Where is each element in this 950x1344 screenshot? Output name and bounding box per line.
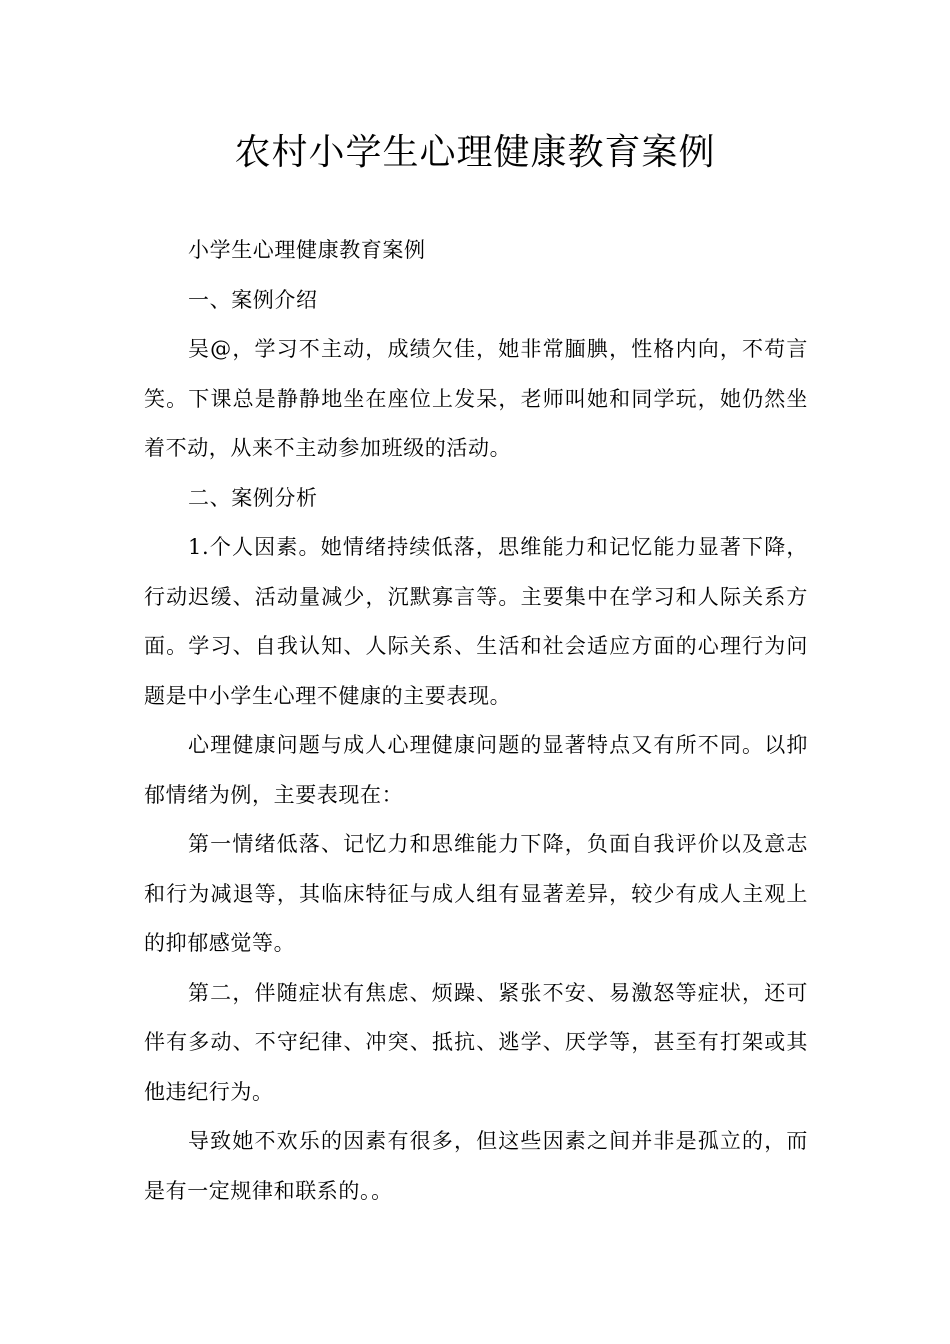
section-heading-introduction: 一、案例介绍 <box>188 287 318 312</box>
paragraph-subtitle: 小学生心理健康教育案例 <box>188 238 426 262</box>
paragraph-second-point: 第二，伴随症状有焦虑、烦躁、紧张不安、易激怒等症状，还可伴有多动、不守纪律、冲突、抵抗、逃学、厌学等，甚至有打架或其他违纪行为。 <box>144 980 808 1104</box>
paragraph-case-description: 吴@，学习不主动，成绩欠佳，她非常腼腆，性格内向，不苟言笑。下课总是静静地坐在座位上发呆，老师叫她和同学玩，她仍然坐着不动，从来不主动参加班级的活动。 <box>144 337 808 460</box>
paragraph-comparison: 心理健康问题与成人心理健康问题的显著特点又有所不同。以抑郁情绪为例，主要表现在： <box>144 733 808 807</box>
section-heading-analysis: 二、案例分析 <box>188 485 318 510</box>
paragraph-conclusion: 导致她不欢乐的因素有很多，但这些因素之间并非是孤立的，而是有一定规律和联系的。。 <box>144 1129 808 1203</box>
document-body <box>144 226 808 1216</box>
paragraph-first-point: 第一情绪低落、记忆力和思维能力下降，负面自我评价以及意志和行为减退等，其临床特征与成人组有显著差异，较少有成人主观上的抑郁感觉等。 <box>144 832 808 955</box>
paragraph-personal-factors: 1.个人因素。她情绪持续低落，思维能力和记忆能力显著下降，行动迟缓、活动量减少，沉默寡言等。主要集中在学习和人际关系方面。学习、自我认知、人际关系、生活和社会适应方面的心理行为问题是中小学生心理不健康的主要表现。 <box>144 535 808 708</box>
document-title: 农村小学生心理健康教育案例 <box>234 132 716 173</box>
